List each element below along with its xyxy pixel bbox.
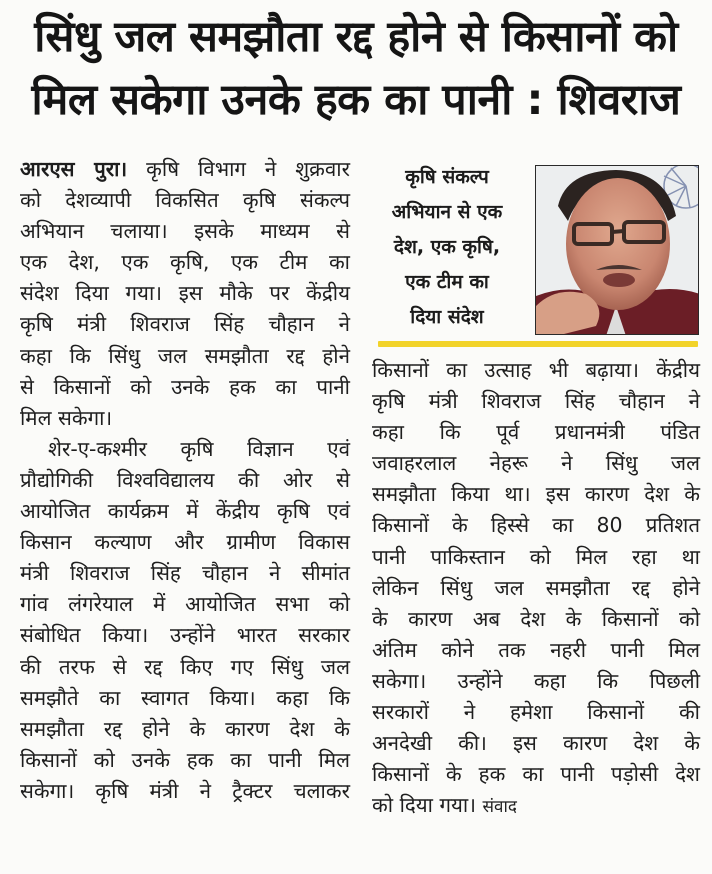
body-line: मंत्री शिवराज सिंह चौहान ने सीमांत [20,561,350,586]
pull-quote-line: देश, एक कृषि, [393,236,501,258]
body-line: आरएस पुरा। कृषि विभाग ने शुक्रवार [20,157,350,181]
body-line: अनदेखी की। इस कारण देश के [372,731,700,756]
body-line: सरकारों ने हमेशा किसानों की [372,700,700,725]
body-line: समझौता किया था। इस कारण देश के [372,482,700,507]
accent-divider [378,341,698,347]
portrait-photo [535,165,699,335]
body-line: किसान कल्याण और ग्रामीण विकास [20,530,350,555]
pull-quote-line: एक टीम का [405,271,489,293]
body-line: कृषि मंत्री शिवराज सिंह चौहान ने [20,312,350,337]
body-line: अंतिम कोने तक नहरी पानी मिल [372,637,700,662]
body-line: को देशव्यापी विकसित कृषि संकल्प [20,188,350,213]
body-line: किसानों के हिस्से का 80 प्रतिशत [372,513,700,538]
byline-credit: संवाद [482,797,517,818]
dateline: आरएस पुरा। [20,157,128,181]
body-line: किसानों के हक का पानी पड़ोसी देश [372,762,700,787]
headline [10,6,702,132]
pull-quote-line: दिया संदेश [410,306,484,328]
body-line: संबोधित किया। उन्होंने भारत सरकार [20,623,350,648]
pull-quote-line: अभियान से एक [391,201,503,223]
body-line: गांव लंगरेयाल में आयोजित सभा को [20,592,350,617]
body-line: अभियान चलाया। इसके माध्यम से [20,219,350,244]
pull-quote-line: कृषि संकल्प [405,166,489,188]
headline-line-1: सिंधु जल समझौता रद्द होने से किसानों को [34,12,678,62]
body-line: संदेश दिया गया। इस मौके पर केंद्रीय [20,281,350,306]
body-line: प्रौद्योगिकी विश्वविद्यालय की ओर से [20,467,350,492]
body-line: कृषि मंत्री शिवराज सिंह चौहान ने [372,389,700,414]
body-line: के कारण अब देश के किसानों को [372,606,700,631]
body-line: कहा कि पूर्व प्रधानमंत्री पंडित [372,420,700,445]
portrait-image-icon [536,166,699,335]
body-line: किसानों का उत्साह भी बढ़ाया। केंद्रीय [372,358,700,382]
body-line: लेकिन सिंधु जल समझौता रद्द होने [372,575,700,600]
body-line: को दिया गया। संवाद [372,793,517,818]
body-line: किसानों को उनके हक का पानी मिल [20,747,350,772]
body-line: सकेगा। उन्होंने कहा कि पिछली [372,668,700,693]
body-line: मिल सकेगा। [20,405,113,430]
body-line: आयोजित कार्यक्रम में केंद्रीय कृषि एवं [20,499,350,524]
body-line: जवाहरलाल नेहरू ने सिंधु जल [372,451,700,476]
right-column [372,355,700,823]
body-line: की तरफ से रद्द किए गए सिंधु जल [20,654,350,679]
left-column [20,154,350,807]
body-line: पानी पाकिस्तान को मिल रहा था [372,544,700,569]
headline-line-2: मिल सकेगा उनके हक का पानी : शिवराज [31,75,681,125]
body-line: से किसानों को उनके हक का पानी [20,374,350,399]
body-line: सकेगा। कृषि मंत्री ने ट्रैक्टर चलाकर [20,778,350,803]
body-line: शेर-ए-कश्मीर कृषि विज्ञान एवं [48,436,350,461]
body-line: समझौता रद्द होने के कारण देश के [20,716,350,741]
body-line: समझौते का स्वागत किया। कहा कि [20,685,350,710]
body-line: एक देश, एक कृषि, एक टीम का [20,250,350,275]
pull-quote [372,160,522,335]
body-line: कहा कि सिंधु जल समझौता रद्द होने [20,343,350,368]
